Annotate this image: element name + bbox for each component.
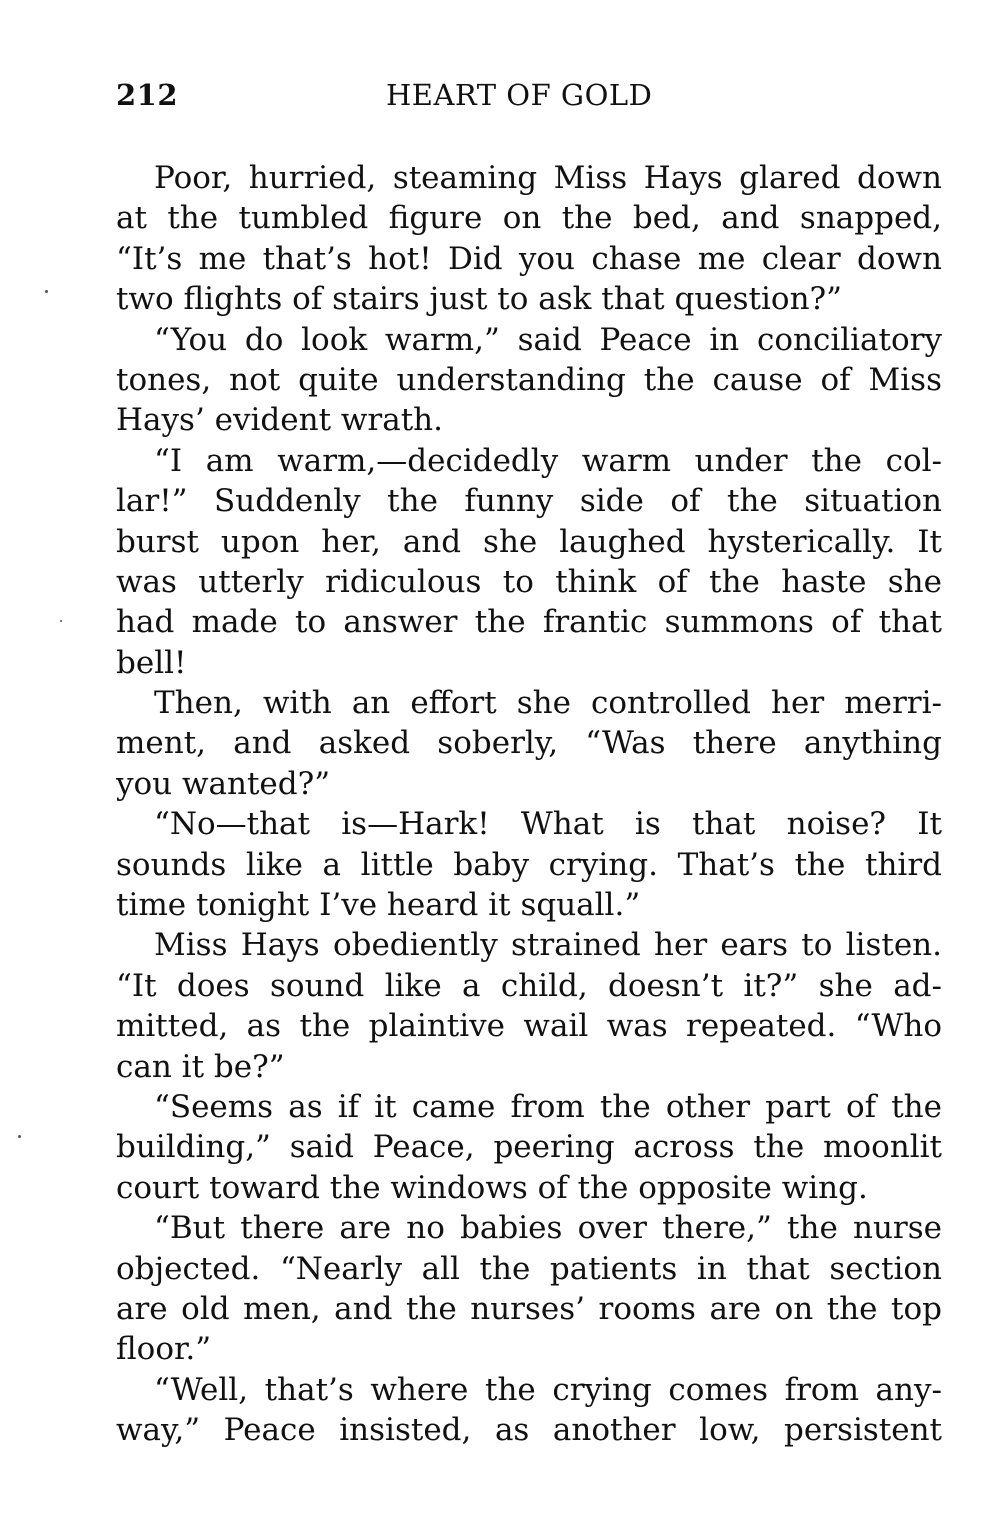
text-line: tones, not quite understanding the cause of Miss [116, 361, 942, 398]
text-line: two flights of stairs just to ask that question?” [116, 281, 843, 318]
text-line: objected. “Nearly all the patients in that section [116, 1250, 942, 1287]
text-line: “No—that is—Hark! What is that noise? It [154, 806, 942, 843]
text-line: are old men, and the nurses’ rooms are on the top [116, 1290, 942, 1327]
text-line: Then, with an effort she controlled her merri- [154, 685, 942, 722]
text-line: “I am warm,—decidedly warm under the col- [154, 442, 942, 479]
running-head [116, 78, 942, 118]
text-line: ment, and asked soberly, “Was there anything [116, 725, 942, 762]
text-line: Hays’ evident wrath. [116, 402, 443, 439]
text-line: Miss Hays obediently strained her ears to listen. [154, 927, 942, 964]
print-speck [60, 620, 62, 622]
running-title: HEART OF GOLD [386, 78, 653, 112]
text-line: sounds like a little baby crying. That’s the third [116, 846, 942, 883]
text-line: court toward the windows of the opposite wing. [116, 1169, 868, 1206]
page-number: 212 [116, 78, 179, 112]
text-line: was utterly ridiculous to think of the haste she [116, 563, 942, 600]
text-line: building,” said Peace, peering across the moonlit [116, 1129, 942, 1166]
text-line: at the tumbled figure on the bed, and snapped, [116, 200, 942, 237]
text-line: bell! [116, 644, 187, 681]
text-line: “But there are no babies over there,” the nurse [154, 1210, 942, 1247]
text-line: floor.” [116, 1331, 212, 1368]
text-line: lar!” Suddenly the funny side of the situation [116, 483, 942, 520]
text-line: “Well, that’s where the crying comes from any- [154, 1371, 942, 1408]
print-speck [45, 290, 48, 293]
text-line: “Seems as if it came from the other part of the [154, 1088, 942, 1125]
text-line: had made to answer the frantic summons of that [116, 604, 942, 641]
text-line: you wanted?” [116, 765, 331, 802]
text-line: way,” Peace insisted, as another low, persistent [116, 1412, 942, 1449]
text-line: “You do look warm,” said Peace in conciliatory [154, 321, 942, 358]
text-line: mitted, as the plaintive wail was repeated. “Who [116, 1008, 942, 1045]
text-line: Poor, hurried, steaming Miss Hays glared down [154, 160, 942, 196]
text-line: “It does sound like a child, doesn’t it?” she ad- [116, 967, 942, 1004]
text-line: can it be?” [116, 1048, 285, 1085]
print-speck [18, 1135, 21, 1138]
text-line: “It’s me that’s hot! Did you chase me clear down [116, 240, 942, 277]
body-text [116, 158, 942, 1451]
text-line: time tonight I’ve heard it squall.” [116, 887, 641, 924]
text-line: burst upon her, and she laughed hysterically. It [116, 523, 942, 560]
